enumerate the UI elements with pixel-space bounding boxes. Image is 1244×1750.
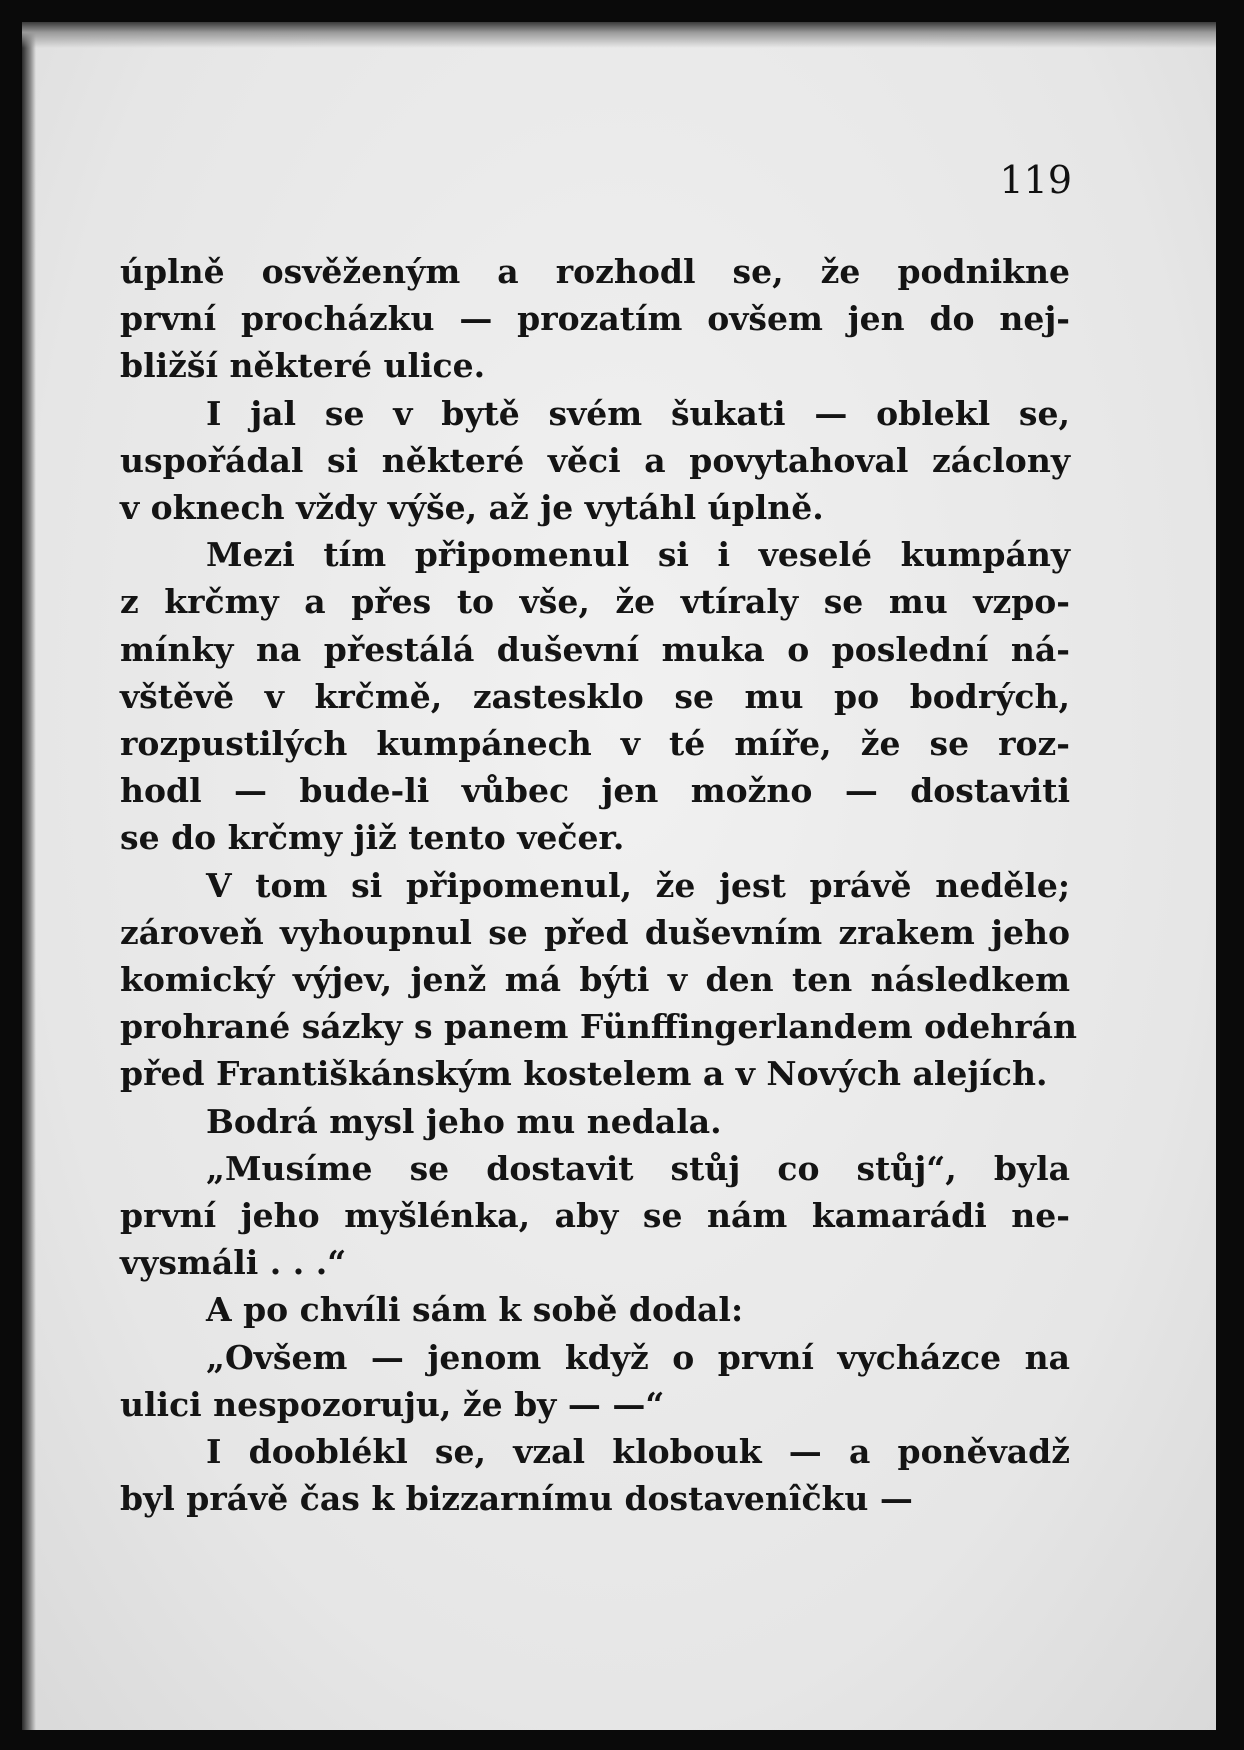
text-line: „Ovšem — jenom když o první vycházce na [206, 1337, 1070, 1377]
text-line: se do krčmy již tento večer. [120, 818, 625, 858]
text-line: ulici nespozoruju, že by — —“ [120, 1384, 665, 1424]
paragraph [120, 1428, 1070, 1522]
text-line: z krčmy a přes to vše, že vtíraly se mu vzpo- [120, 582, 1070, 622]
text-line: vštěvě v krčmě, zastesklo se mu po bodrých, [120, 676, 1070, 716]
text-line: vysmáli . . .“ [120, 1243, 347, 1283]
paragraph [120, 531, 1070, 861]
text-line: komický výjev, jenž má býti v den ten následkem [120, 960, 1070, 1000]
text-line: uspořádal si některé věci a povytahoval záclony [120, 440, 1070, 480]
book-page [22, 22, 1216, 1730]
page-top-shadow [22, 22, 1216, 48]
text-line: před Františkánským kostelem a v Nových alejích. [120, 1054, 1048, 1094]
text-line: první jeho myšlénka, aby se nám kamarádi ne- [120, 1196, 1070, 1236]
text-line: mínky na přestálá duševní muka o poslední ná- [120, 629, 1070, 669]
paragraph [120, 1098, 1070, 1145]
text-line: I jal se v bytě svém šukati — oblekl se, [206, 393, 1070, 433]
paragraph [120, 248, 1070, 390]
text-line: první procházku — prozatím ovšem jen do nej- [120, 299, 1070, 339]
paragraph [120, 1334, 1070, 1428]
text-line: I dooblékl se, vzal klobouk — a poněvadž [206, 1432, 1070, 1472]
page-left-shadow [22, 22, 36, 1730]
text-line: Bodrá mysl jeho mu nedala. [206, 1101, 722, 1141]
paragraph [120, 1286, 1070, 1333]
body-text [120, 248, 1077, 1522]
text-line: byl právě čas k bizzarnímu dostavenîčku — [120, 1479, 913, 1519]
text-line: v oknech vždy výše, až je vytáhl úplně. [120, 488, 824, 528]
text-line: úplně osvěženým a rozhodl se, že podnikne [120, 252, 1070, 291]
paragraph [120, 862, 1077, 1098]
paragraph [120, 1145, 1070, 1287]
text-line: Mezi tím připomenul si i veselé kumpány [206, 535, 1070, 575]
text-line: A po chvíli sám k sobě dodal: [206, 1290, 744, 1330]
text-line: rozpustilých kumpánech v té míře, že se roz- [120, 724, 1070, 764]
text-line: „Musíme se dostavit stůj co stůj“, byla [206, 1148, 1070, 1188]
text-line: bližší některé ulice. [120, 346, 486, 386]
text-line: prohrané sázky s panem Fünffingerlandem odehrán [120, 1007, 1077, 1047]
text-line: zároveň vyhoupnul se před duševním zrakem jeho [120, 912, 1070, 952]
text-line: V tom si připomenul, že jest právě neděle; [206, 865, 1070, 905]
page-number: 119 [999, 158, 1072, 202]
paragraph [120, 390, 1070, 532]
text-line: hodl — bude-li vůbec jen možno — dostaviti [120, 771, 1070, 811]
